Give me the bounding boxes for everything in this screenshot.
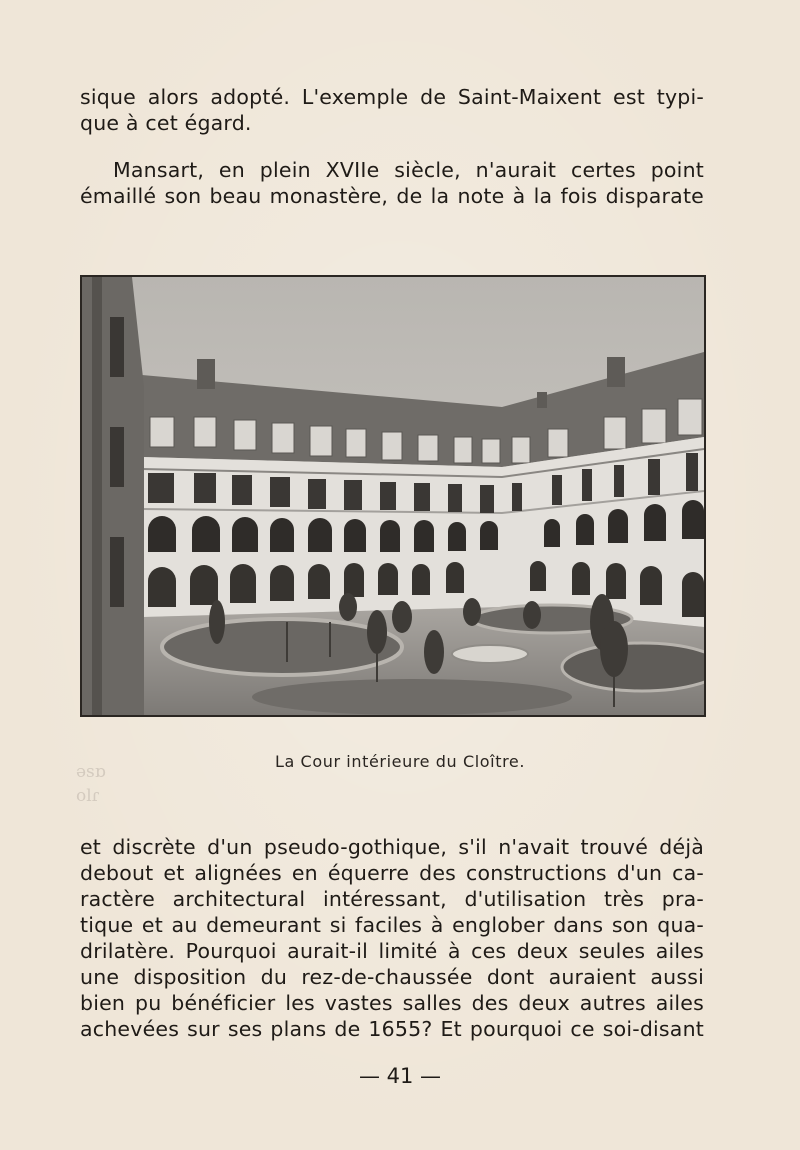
courtyard-photo-illustration [82,277,704,715]
text-line: achevées sur ses plans de 1655? Et pourquoi ce soi-disant [80,1017,704,1041]
page-number: — 41 — [358,1064,442,1088]
text-line: ractère architectural intéressant, d'utilisation très pra- [80,887,704,911]
text-line: bien pu bénéficier les vastes salles des deux autres ailes [80,991,704,1015]
text-line: Mansart, en plein XVIIe siècle, n'aurait certes point [113,158,704,182]
text-line: une disposition du rez-de-chaussée dont auraient aussi [80,965,704,989]
text-line: et discrète d'un pseudo-gothique, s'il n'avait trouvé déjà [80,835,704,859]
text-line: tique et au demeurant si faciles à englober dans son qua- [80,913,704,937]
cloister-courtyard-photo [80,275,706,717]
bleed-through-mark: əsɒ [76,762,106,782]
photo-caption: La Cour intérieure du Cloître. [274,752,526,771]
text-line: émaillé son beau monastère, de la note à la fois disparate [80,184,704,208]
text-line: drilatère. Pourquoi aurait-il limité à ces deux seules ailes [80,939,704,963]
text-line: sique alors adopté. L'exemple de Saint-Maixent est typi- [80,85,704,109]
bleed-through-mark: olɾ [76,786,100,806]
text-line: debout et alignées en équerre des constructions d'un ca- [80,861,704,885]
paragraph-mansart [80,157,704,209]
paragraph-bottom [80,834,704,1042]
text-line: que à cet égard. [80,111,252,135]
paragraph-top [80,84,704,136]
